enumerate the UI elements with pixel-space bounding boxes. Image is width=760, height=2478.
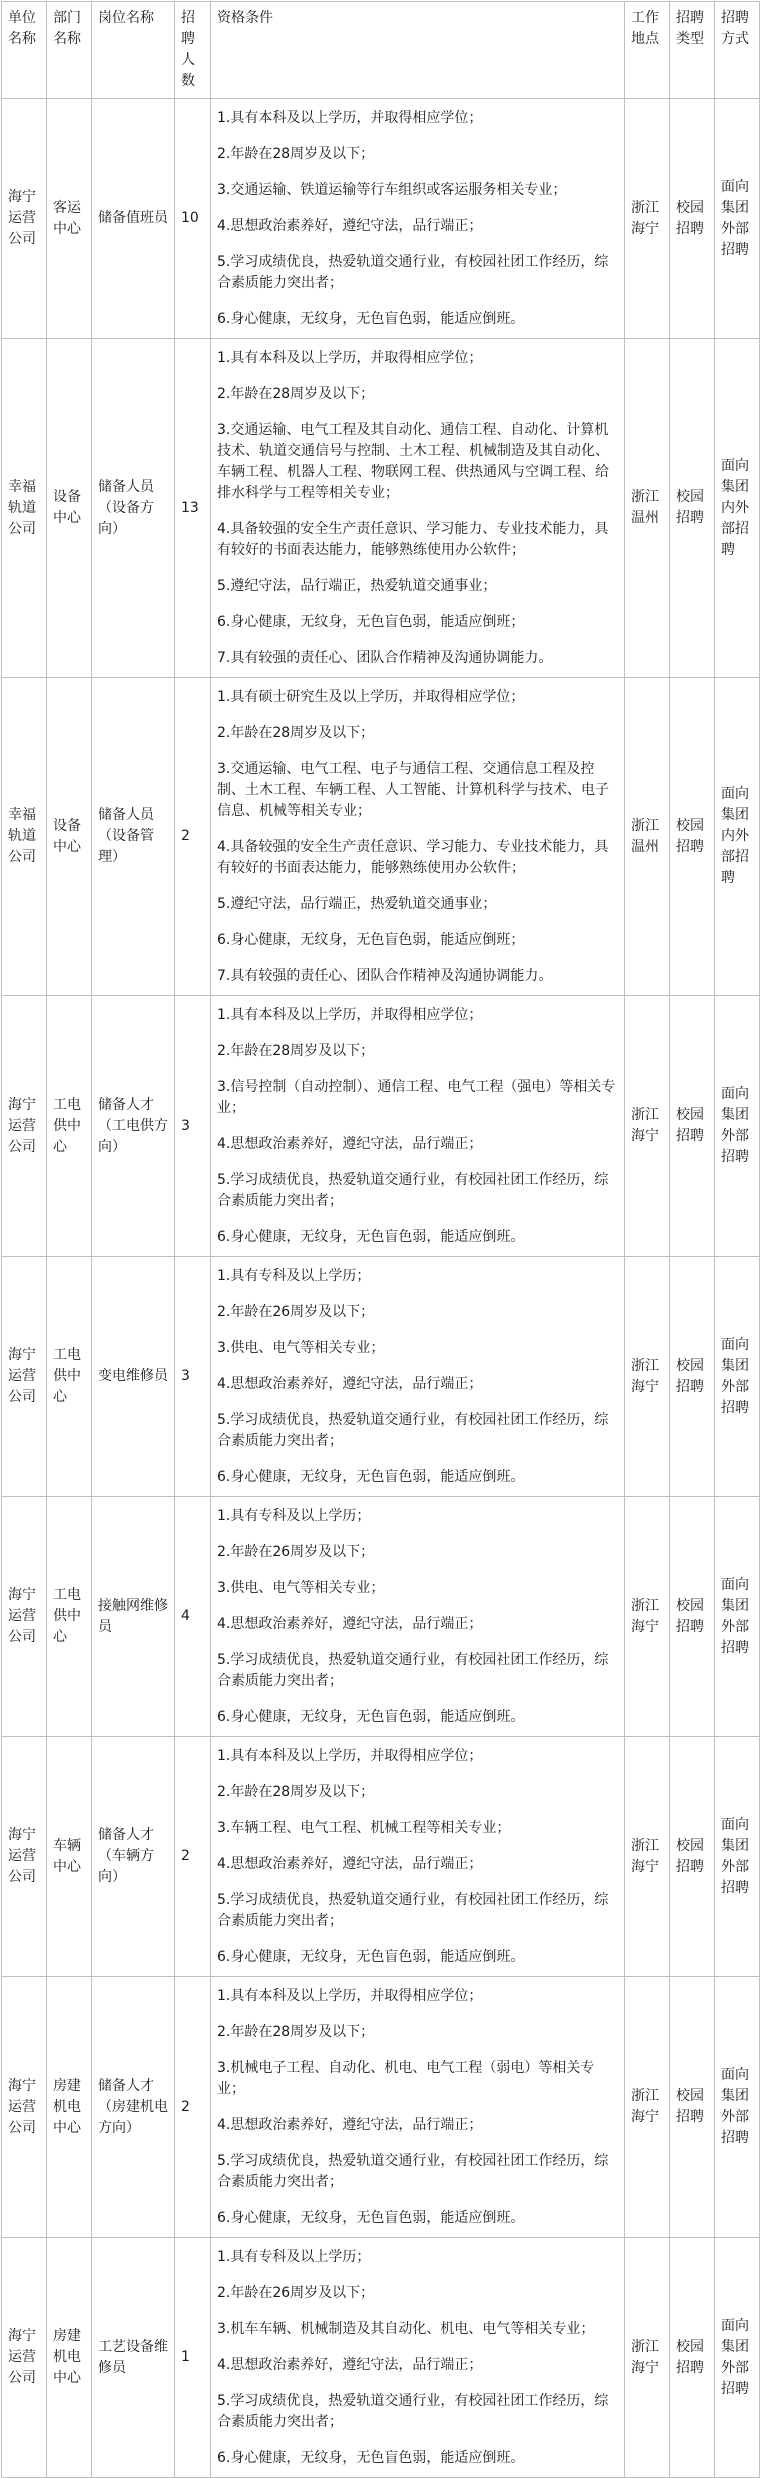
position-cell: 储备人员（设备管理） xyxy=(92,678,175,996)
requirement-item: 3.机械电子工程、自动化、机电、电气工程（弱电）等相关专业； xyxy=(217,2060,595,2097)
requirement-item: 3.信号控制（自动控制）、通信工程、电气工程（强电）等相关专业； xyxy=(217,1079,616,1116)
header-method: 招聘方式 xyxy=(715,2,760,99)
requirement-item: 2.年龄在26周岁及以下； xyxy=(217,2285,375,2301)
requirement-item: 1.具有专科及以上学历； xyxy=(217,1508,371,1524)
count-cell: 10 xyxy=(175,99,211,339)
requirement-item: 6.身心健康，无纹身，无色盲色弱，能适应倒班。 xyxy=(217,1949,525,1965)
requirements-cell xyxy=(211,2238,625,2478)
dept-cell: 工电供中心 xyxy=(47,996,92,1257)
requirement-item: 6.身心健康，无纹身，无色盲色弱，能适应倒班。 xyxy=(217,2210,525,2226)
requirement-item: 6.身心健康，无纹身，无色盲色弱，能适应倒班。 xyxy=(217,2450,525,2466)
type-cell: 校园招聘 xyxy=(670,1497,715,1737)
table-row xyxy=(2,99,760,339)
header-position: 岗位名称 xyxy=(92,2,175,99)
count-cell: 2 xyxy=(175,1737,211,1977)
requirement-item: 3.机车车辆、机械制造及其自动化、机电、电气等相关专业； xyxy=(217,2321,595,2337)
dept-cell: 房建机电中心 xyxy=(47,1977,92,2238)
requirement-item: 1.具有硕士研究生及以上学历，并取得相应学位； xyxy=(217,689,525,705)
method-cell: 面向集团外部招聘 xyxy=(715,1737,760,1977)
requirement-item: 5.学习成绩优良，热爱轨道交通行业，有校园社团工作经历，综合素质能力突出者； xyxy=(217,1652,609,1689)
table-row xyxy=(2,1737,760,1977)
location-cell: 浙江海宁 xyxy=(625,1257,670,1497)
method-cell: 面向集团外部招聘 xyxy=(715,1977,760,2238)
table-row xyxy=(2,1497,760,1737)
requirement-item: 4.思想政治素养好，遵纪守法，品行端正； xyxy=(217,218,483,234)
location-cell: 浙江温州 xyxy=(625,339,670,678)
location-cell: 浙江海宁 xyxy=(625,1497,670,1737)
unit-cell: 海宁运营公司 xyxy=(2,996,47,1257)
type-cell: 校园招聘 xyxy=(670,1257,715,1497)
requirement-item: 3.交通运输、铁道运输等行车组织或客运服务相关专业； xyxy=(217,182,567,198)
type-cell: 校园招聘 xyxy=(670,1977,715,2238)
requirement-item: 7.具有较强的责任心、团队合作精神及沟通协调能力。 xyxy=(217,968,553,984)
requirement-item: 6.身心健康，无纹身，无色盲色弱，能适应倒班。 xyxy=(217,1709,525,1725)
requirement-item: 5.学习成绩优良，热爱轨道交通行业，有校园社团工作经历，综合素质能力突出者； xyxy=(217,1172,609,1209)
recruitment-table xyxy=(1,1,760,2478)
requirement-item: 6.身心健康，无纹身，无色盲色弱，能适应倒班。 xyxy=(217,1469,525,1485)
method-cell: 面向集团外部招聘 xyxy=(715,2238,760,2478)
requirement-item: 4.思想政治素养好，遵纪守法，品行端正； xyxy=(217,1616,483,1632)
unit-cell: 海宁运营公司 xyxy=(2,2238,47,2478)
dept-cell: 设备中心 xyxy=(47,339,92,678)
requirement-item: 5.学习成绩优良，热爱轨道交通行业，有校园社团工作经历，综合素质能力突出者； xyxy=(217,254,609,291)
requirement-item: 3.供电、电气等相关专业； xyxy=(217,1580,385,1596)
requirement-item: 2.年龄在26周岁及以下； xyxy=(217,1304,375,1320)
method-cell: 面向集团外部招聘 xyxy=(715,1257,760,1497)
requirement-item: 1.具有专科及以上学历； xyxy=(217,1268,371,1284)
table-body xyxy=(2,99,760,2478)
table-row xyxy=(2,339,760,678)
type-cell: 校园招聘 xyxy=(670,678,715,996)
requirements-cell xyxy=(211,1977,625,2238)
location-cell: 浙江海宁 xyxy=(625,2238,670,2478)
requirement-item: 7.具有较强的责任心、团队合作精神及沟通协调能力。 xyxy=(217,650,553,666)
requirement-item: 3.车辆工程、电气工程、机械工程等相关专业； xyxy=(217,1820,511,1836)
requirement-item: 1.具有本科及以上学历，并取得相应学位； xyxy=(217,1748,483,1764)
requirement-item: 5.遵纪守法，品行端正，热爱轨道交通事业； xyxy=(217,896,497,912)
header-requirements: 资格条件 xyxy=(211,2,625,99)
position-cell: 储备人才（车辆方向） xyxy=(92,1737,175,1977)
requirement-item: 5.学习成绩优良，热爱轨道交通行业，有校园社团工作经历，综合素质能力突出者； xyxy=(217,2153,609,2190)
requirement-item: 1.具有本科及以上学历，并取得相应学位； xyxy=(217,350,483,366)
position-cell: 接触网维修员 xyxy=(92,1497,175,1737)
header-location: 工作地点 xyxy=(625,2,670,99)
method-cell: 面向集团外部招聘 xyxy=(715,1497,760,1737)
requirements-cell xyxy=(211,339,625,678)
requirement-item: 2.年龄在28周岁及以下； xyxy=(217,1043,375,1059)
requirement-item: 1.具有本科及以上学历，并取得相应学位； xyxy=(217,110,483,126)
unit-cell: 幸福轨道公司 xyxy=(2,678,47,996)
requirements-cell xyxy=(211,1257,625,1497)
dept-cell: 车辆中心 xyxy=(47,1737,92,1977)
table-row xyxy=(2,1257,760,1497)
requirements-cell xyxy=(211,99,625,339)
location-cell: 浙江海宁 xyxy=(625,1737,670,1977)
count-cell: 2 xyxy=(175,1977,211,2238)
type-cell: 校园招聘 xyxy=(670,99,715,339)
count-cell: 1 xyxy=(175,2238,211,2478)
requirement-item: 3.供电、电气等相关专业； xyxy=(217,1340,385,1356)
location-cell: 浙江海宁 xyxy=(625,996,670,1257)
dept-cell: 工电供中心 xyxy=(47,1257,92,1497)
type-cell: 校园招聘 xyxy=(670,996,715,1257)
requirement-item: 4.具备较强的安全生产责任意识、学习能力、专业技术能力，具有较好的书面表达能力，能够熟练使用办公软件； xyxy=(217,839,609,876)
header-row xyxy=(2,2,760,99)
requirement-item: 2.年龄在28周岁及以下； xyxy=(217,386,375,402)
requirement-item: 1.具有专科及以上学历； xyxy=(217,2249,371,2265)
position-cell: 工艺设备维修员 xyxy=(92,2238,175,2478)
requirement-item: 2.年龄在26周岁及以下； xyxy=(217,1544,375,1560)
requirement-item: 2.年龄在28周岁及以下； xyxy=(217,2024,375,2040)
requirements-cell xyxy=(211,1737,625,1977)
requirement-item: 4.思想政治素养好，遵纪守法，品行端正； xyxy=(217,1856,483,1872)
requirement-item: 1.具有本科及以上学历，并取得相应学位； xyxy=(217,1007,483,1023)
requirement-item: 4.具备较强的安全生产责任意识、学习能力、专业技术能力，具有较好的书面表达能力，能够熟练使用办公软件； xyxy=(217,521,609,558)
requirement-item: 4.思想政治素养好，遵纪守法，品行端正； xyxy=(217,2117,483,2133)
type-cell: 校园招聘 xyxy=(670,1737,715,1977)
requirement-item: 3.交通运输、电气工程及其自动化、通信工程、自动化、计算机技术、轨道交通信号与控制、土木工程、机械制造及其自动化、车辆工程、机器人工程、物联网工程、供热通风与空调工程、给排水科学与工程等相关专业； xyxy=(217,422,609,501)
requirement-item: 4.思想政治素养好，遵纪守法，品行端正； xyxy=(217,2357,483,2373)
requirements-cell xyxy=(211,996,625,1257)
dept-cell: 工电供中心 xyxy=(47,1497,92,1737)
table-row xyxy=(2,2238,760,2478)
position-cell: 储备人才（房建机电方向） xyxy=(92,1977,175,2238)
position-cell: 变电维修员 xyxy=(92,1257,175,1497)
requirement-item: 6.身心健康，无纹身，无色盲色弱，能适应倒班； xyxy=(217,614,525,630)
requirement-item: 2.年龄在28周岁及以下； xyxy=(217,1784,375,1800)
header-dept: 部门名称 xyxy=(47,2,92,99)
requirements-cell xyxy=(211,678,625,996)
requirements-cell xyxy=(211,1497,625,1737)
requirement-item: 5.遵纪守法，品行端正，热爱轨道交通事业； xyxy=(217,578,497,594)
dept-cell: 设备中心 xyxy=(47,678,92,996)
unit-cell: 海宁运营公司 xyxy=(2,1977,47,2238)
header-count: 招聘人数 xyxy=(175,2,211,99)
method-cell: 面向集团内外部招聘 xyxy=(715,339,760,678)
unit-cell: 海宁运营公司 xyxy=(2,99,47,339)
count-cell: 2 xyxy=(175,678,211,996)
requirement-item: 5.学习成绩优良，热爱轨道交通行业，有校园社团工作经历，综合素质能力突出者； xyxy=(217,2393,609,2430)
table-row xyxy=(2,1977,760,2238)
type-cell: 校园招聘 xyxy=(670,2238,715,2478)
count-cell: 4 xyxy=(175,1497,211,1737)
unit-cell: 海宁运营公司 xyxy=(2,1257,47,1497)
requirement-item: 5.学习成绩优良，热爱轨道交通行业，有校园社团工作经历，综合素质能力突出者； xyxy=(217,1892,609,1929)
requirement-item: 6.身心健康，无纹身，无色盲色弱，能适应倒班。 xyxy=(217,1229,525,1245)
dept-cell: 房建机电中心 xyxy=(47,2238,92,2478)
position-cell: 储备人才（工电供方向） xyxy=(92,996,175,1257)
requirement-item: 2.年龄在28周岁及以下； xyxy=(217,146,375,162)
location-cell: 浙江温州 xyxy=(625,678,670,996)
dept-cell: 客运中心 xyxy=(47,99,92,339)
requirement-item: 3.交通运输、电气工程、电子与通信工程、交通信息工程及控制、土木工程、车辆工程、人工智能、计算机科学与技术、电子信息、机械等相关专业； xyxy=(217,761,609,819)
header-type: 招聘类型 xyxy=(670,2,715,99)
unit-cell: 海宁运营公司 xyxy=(2,1497,47,1737)
unit-cell: 海宁运营公司 xyxy=(2,1737,47,1977)
position-cell: 储备值班员 xyxy=(92,99,175,339)
requirement-item: 4.思想政治素养好，遵纪守法，品行端正； xyxy=(217,1136,483,1152)
position-cell: 储备人员（设备方向） xyxy=(92,339,175,678)
count-cell: 3 xyxy=(175,1257,211,1497)
count-cell: 13 xyxy=(175,339,211,678)
table-row xyxy=(2,996,760,1257)
location-cell: 浙江海宁 xyxy=(625,1977,670,2238)
requirement-item: 1.具有本科及以上学历，并取得相应学位； xyxy=(217,1988,483,2004)
unit-cell: 幸福轨道公司 xyxy=(2,339,47,678)
location-cell: 浙江海宁 xyxy=(625,99,670,339)
method-cell: 面向集团外部招聘 xyxy=(715,99,760,339)
count-cell: 3 xyxy=(175,996,211,1257)
requirement-item: 2.年龄在28周岁及以下； xyxy=(217,725,375,741)
requirement-item: 4.思想政治素养好，遵纪守法，品行端正； xyxy=(217,1376,483,1392)
requirement-item: 6.身心健康，无纹身，无色盲色弱，能适应倒班。 xyxy=(217,311,525,327)
requirement-item: 6.身心健康，无纹身，无色盲色弱，能适应倒班； xyxy=(217,932,525,948)
header-unit: 单位名称 xyxy=(2,2,47,99)
method-cell: 面向集团内外部招聘 xyxy=(715,678,760,996)
method-cell: 面向集团外部招聘 xyxy=(715,996,760,1257)
table-row xyxy=(2,678,760,996)
type-cell: 校园招聘 xyxy=(670,339,715,678)
requirement-item: 5.学习成绩优良，热爱轨道交通行业，有校园社团工作经历，综合素质能力突出者； xyxy=(217,1412,609,1449)
